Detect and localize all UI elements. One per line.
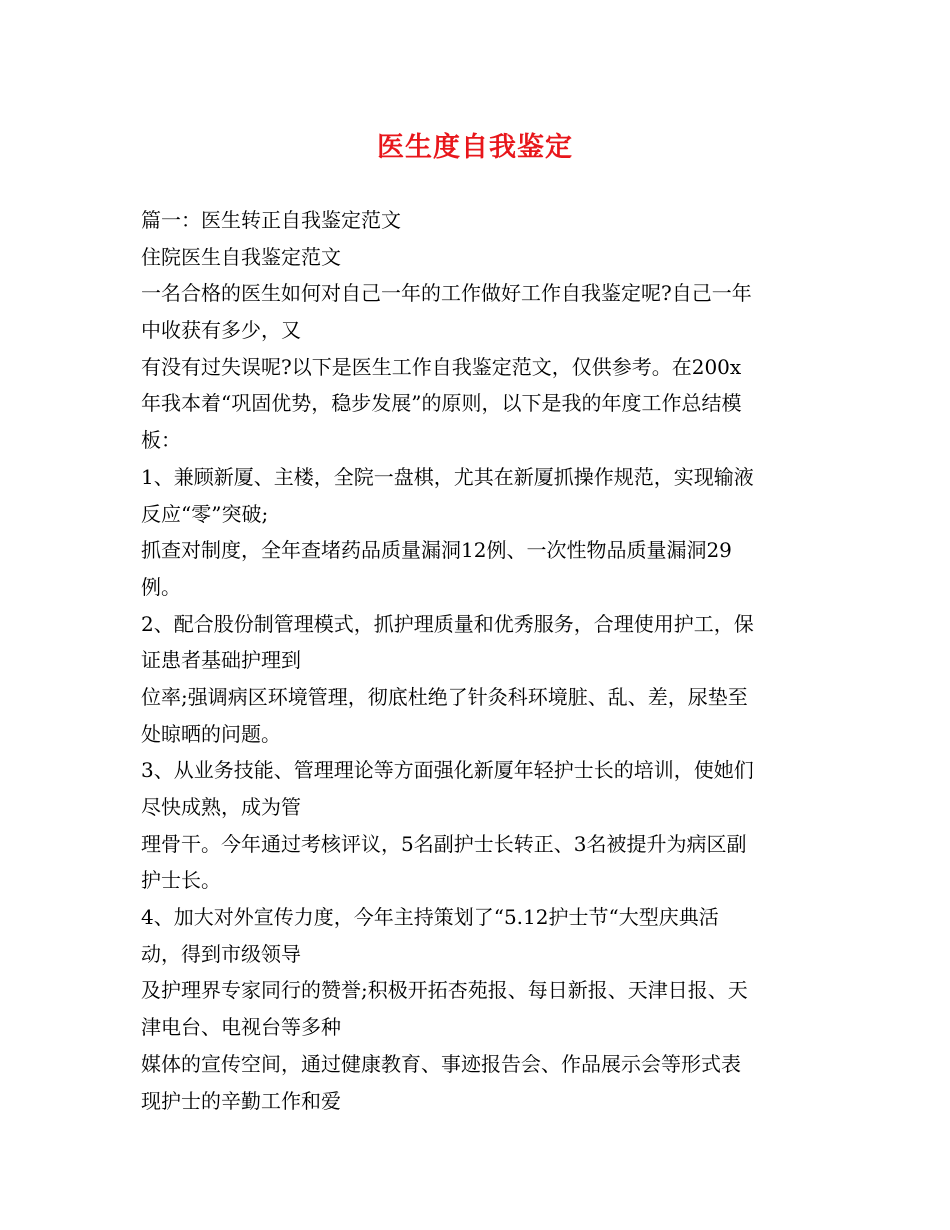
text-line: 抓查对制度，全年查堵药品质量漏洞12例、一次性物品质量漏洞29	[141, 538, 732, 563]
document-body	[141, 202, 821, 1119]
text-line: 3、从业务技能、管理理论等方面强化新厦年轻护士长的培训，使她们	[141, 758, 754, 783]
text-line: 及护理界专家同行的赞誉;积极开拓杏苑报、每日新报、天津日报、天	[141, 978, 748, 1003]
text-line: 尽快成熟，成为管	[141, 795, 301, 819]
text-line: 2、配合股份制管理模式，抓护理质量和优秀服务，合理使用护工，保	[141, 611, 754, 636]
text-line: 处晾晒的问题。	[141, 721, 281, 746]
text-line: 有没有过失误呢?以下是医生工作自我鉴定范文，仅供参考。在200x	[141, 354, 742, 379]
text-line: 板：	[141, 428, 181, 453]
document-title: 医生度自我鉴定	[377, 132, 573, 163]
text-line: 一名合格的医生如何对自己一年的工作做好工作自我鉴定呢?自己一年	[141, 281, 752, 306]
text-line: 住院医生自我鉴定范文	[141, 244, 341, 269]
text-line: 理骨干。今年通过考核评议，5名副护士长转正、3名被提升为病区副	[141, 831, 747, 856]
text-line: 媒体的宣传空间，通过健康教育、事迹报告会、作品展示会等形式表	[141, 1051, 741, 1076]
text-line: 篇一：医生转正自我鉴定范文	[141, 208, 401, 232]
text-line: 护士长。	[141, 868, 221, 893]
text-line: 1、兼顾新厦、主楼，全院一盘棋，尤其在新厦抓操作规范，实现输液	[141, 464, 754, 489]
text-line: 津电台、电视台等多种	[141, 1015, 341, 1040]
text-line: 动，得到市级领导	[141, 941, 301, 966]
text-line: 年我本着“巩固优势，稳步发展”的原则，以下是我的年度工作总结模	[141, 391, 742, 416]
text-line: 现护士的辛勤工作和爱	[141, 1088, 341, 1113]
text-line: 4、加大对外宣传力度，今年主持策划了“5.12护士节“大型庆典活	[141, 905, 719, 930]
text-line: 反应“零”突破;	[141, 501, 269, 526]
text-line: 位率;强调病区环境管理，彻底杜绝了针灸科环境脏、乱、差，尿垫至	[141, 684, 748, 709]
text-line: 例。	[141, 574, 181, 599]
text-line: 证患者基础护理到	[141, 648, 301, 673]
text-line: 中收获有多少，又	[141, 318, 301, 343]
